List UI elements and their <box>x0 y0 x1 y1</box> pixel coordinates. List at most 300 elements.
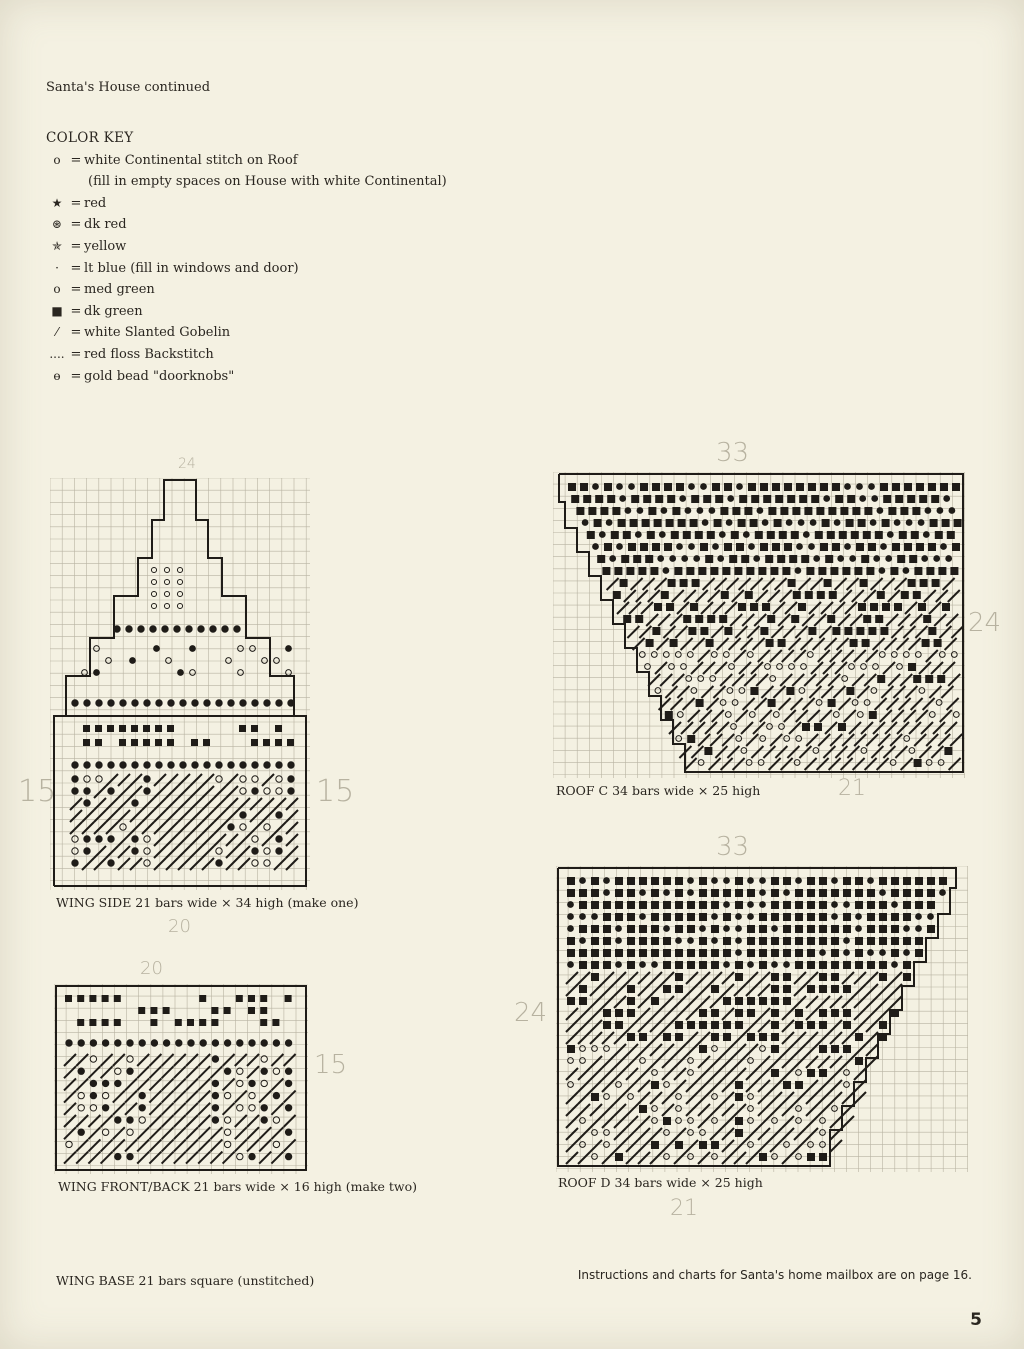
stitch-square <box>611 531 619 539</box>
stitch-square <box>831 1045 839 1053</box>
stitch-slash <box>770 1140 782 1152</box>
stitch-square <box>155 739 162 746</box>
stitch-square <box>626 567 634 575</box>
stitch-slash <box>686 1140 698 1152</box>
stitch-slash <box>271 1078 283 1090</box>
handwritten-note: 24 <box>514 998 548 1028</box>
stitch-slash <box>286 810 298 822</box>
stitch-slash <box>190 786 202 798</box>
stitch-square <box>150 1019 157 1026</box>
stitch-slash <box>602 972 614 984</box>
equals-sign: = <box>70 238 82 254</box>
wing-side-caption: WING SIDE 21 bars wide × 34 high (make one) <box>56 895 359 910</box>
stitch-square <box>891 1009 899 1017</box>
stitch-square <box>714 519 722 527</box>
stitch-square <box>862 639 870 647</box>
stitch-circle <box>688 1070 694 1076</box>
stitch-circle <box>749 712 755 718</box>
stitch-slash <box>650 1152 662 1164</box>
stitch-circle <box>262 658 268 664</box>
stitch-square <box>676 483 684 491</box>
stitch-circle <box>151 567 156 572</box>
stitch-circle <box>72 836 78 842</box>
stitch-slash <box>705 722 717 734</box>
stitch-square <box>211 1007 218 1014</box>
stitch-slash <box>806 1032 818 1044</box>
stitch-circle <box>164 591 169 596</box>
stitch-circle <box>261 1080 267 1086</box>
stitch-circle <box>658 556 664 562</box>
stitch-circle <box>748 1094 754 1100</box>
stitch-slash <box>250 798 262 810</box>
stitch-square <box>579 949 587 957</box>
stitch-slash <box>626 1080 638 1092</box>
stitch-slash <box>814 614 826 626</box>
stitch-square <box>869 711 877 719</box>
stitch-circle <box>779 724 785 730</box>
stitch-slash <box>722 972 734 984</box>
stitch-square <box>688 627 696 635</box>
stitch-slash <box>638 972 650 984</box>
stitch-slash <box>82 810 94 822</box>
stitch-slash <box>782 1152 794 1164</box>
stitch-circle <box>212 1105 218 1111</box>
stitch-slash <box>808 710 820 722</box>
stitch-slash <box>698 1080 710 1092</box>
stitch-circle <box>162 626 168 632</box>
stitch-square <box>668 579 676 587</box>
stitch-slash <box>198 1091 210 1103</box>
stitch-slash <box>638 1020 650 1032</box>
stitch-circle <box>677 712 683 718</box>
stitch-slash <box>262 810 274 822</box>
stitch-circle <box>748 902 754 908</box>
stitch-slash <box>566 1104 578 1116</box>
stitch-square <box>579 997 587 1005</box>
stitch-square <box>904 483 912 491</box>
stitch-square <box>614 567 622 575</box>
stitch-square <box>579 985 587 993</box>
stitch-circle <box>698 676 704 682</box>
stitch-square <box>744 507 752 515</box>
stitch-square <box>735 1009 743 1017</box>
stitch-slash <box>174 1091 186 1103</box>
stitch-circle <box>676 1106 682 1112</box>
stitch-square <box>699 1045 707 1053</box>
stitch-slash <box>602 1104 614 1116</box>
stitch-circle <box>676 938 682 944</box>
stitch-square <box>908 663 916 671</box>
stitch-square <box>711 901 719 909</box>
stitch-square <box>856 627 864 635</box>
stitch-slash <box>931 746 943 758</box>
stitch-square <box>724 483 732 491</box>
stitch-square <box>771 1021 779 1029</box>
stitch-slash <box>818 1032 830 1044</box>
color-key-item <box>46 193 447 215</box>
stitch-square <box>850 639 858 647</box>
stitch-square <box>747 1033 755 1041</box>
stitch-circle <box>274 658 280 664</box>
page-title: Santa's House continued <box>46 80 211 95</box>
stitch-circle <box>164 567 169 572</box>
stitch-square <box>652 627 660 635</box>
stitch-square <box>904 543 912 551</box>
stitch-square <box>579 889 587 897</box>
stitch-square <box>591 949 599 957</box>
stitch-square <box>855 949 863 957</box>
stitch-circle <box>90 1092 96 1098</box>
stitch-square <box>640 543 648 551</box>
stitch-slash <box>746 1020 758 1032</box>
stitch-slash <box>949 758 961 770</box>
stitch-square <box>847 495 855 503</box>
stitch-slash <box>715 662 727 674</box>
stitch-slash <box>566 1020 578 1032</box>
stitch-square <box>882 603 890 611</box>
stitch-slash <box>590 1056 602 1068</box>
stitch-circle <box>151 603 156 608</box>
grid-lines <box>556 866 968 1172</box>
stitch-slash <box>830 1116 842 1128</box>
stitch-square <box>828 699 836 707</box>
stitch-square <box>911 531 919 539</box>
stitch-circle <box>725 712 731 718</box>
stitch-circle <box>689 484 695 490</box>
stitch-square <box>591 961 599 969</box>
stitch-circle <box>807 652 813 658</box>
stitch-circle <box>261 1117 267 1123</box>
stitch-square <box>731 531 739 539</box>
stitch-square <box>703 495 711 503</box>
stitch-square <box>832 483 840 491</box>
stitch-slash <box>747 626 759 638</box>
stitch-circle <box>868 878 874 884</box>
stitch-square <box>650 567 658 575</box>
stitch-square <box>795 949 803 957</box>
stitch-circle <box>204 762 210 768</box>
stitch-square <box>815 531 823 539</box>
stitch-slash <box>770 1128 782 1140</box>
stitch-square <box>807 937 815 945</box>
stitch-slash <box>674 1056 686 1068</box>
stitch-circle <box>84 788 90 794</box>
stitch-slash <box>262 798 274 810</box>
stitch-slash <box>782 1008 794 1020</box>
stitch-square <box>795 1009 803 1017</box>
stitch-square <box>868 543 876 551</box>
stitch-square <box>942 519 950 527</box>
stitch-square <box>633 555 641 563</box>
stitch-slash <box>626 1116 638 1128</box>
stitch-square <box>840 507 848 515</box>
stitch-slash <box>186 1054 198 1066</box>
stitch-circle <box>916 926 922 932</box>
stitch-square <box>239 725 246 732</box>
stitch-slash <box>919 662 931 674</box>
stitch-circle <box>72 860 78 866</box>
stitch-slash <box>818 1092 830 1104</box>
stitch-slash <box>825 638 837 650</box>
stitch-circle <box>174 626 180 632</box>
stitch-circle <box>617 544 623 550</box>
stitch-circle <box>163 1040 169 1046</box>
stitch-square <box>699 1009 707 1017</box>
stitch-square <box>858 519 866 527</box>
stitch-circle <box>106 658 112 664</box>
stitch-slash <box>118 798 130 810</box>
stitch-slash <box>943 578 955 590</box>
stitch-square <box>287 739 294 746</box>
stitch-square <box>913 591 921 599</box>
stitch-square <box>827 531 835 539</box>
stitch-circle <box>729 664 735 670</box>
stitch-slash <box>775 746 787 758</box>
stitch-circle <box>834 520 840 526</box>
stitch-slash <box>829 758 841 770</box>
stitch-slash <box>650 1020 662 1032</box>
stitch-square <box>819 1009 827 1017</box>
wing-front-back-caption: WING FRONT/BACK 21 bars wide × 16 high (make two) <box>58 1179 418 1194</box>
stitch-square <box>779 531 787 539</box>
stitch-square <box>879 925 887 933</box>
stitch-slash <box>198 1103 210 1115</box>
stitch-circle <box>599 532 605 538</box>
stitch-slash <box>755 698 767 710</box>
stitch-slash <box>149 1091 161 1103</box>
stitch-square <box>675 961 683 969</box>
stitch-slash <box>842 1032 854 1044</box>
stitch-slash <box>274 798 286 810</box>
stitch-circle <box>616 926 622 932</box>
stitch-square <box>652 483 660 491</box>
stitch-circle <box>127 1153 133 1159</box>
stitch-slash <box>674 1080 686 1092</box>
stitch-slash <box>190 774 202 786</box>
stitch-slash <box>686 972 698 984</box>
stitch-square <box>615 1153 623 1161</box>
stitch-square <box>594 519 602 527</box>
stitch-slash <box>662 1092 674 1104</box>
stitch-slash <box>590 984 602 996</box>
stitch-square <box>807 1069 815 1077</box>
stitch-circle <box>234 626 240 632</box>
stitch-square <box>698 567 706 575</box>
stitch-slash <box>830 1080 842 1092</box>
stitch-slash <box>754 614 766 626</box>
stitch-circle <box>670 556 676 562</box>
stitch-slash <box>130 786 142 798</box>
stitch-square <box>795 937 803 945</box>
stitch-slash <box>734 1044 746 1056</box>
stitch-circle <box>276 762 282 768</box>
stitch-square <box>819 925 827 933</box>
stitch-square <box>143 725 150 732</box>
stitch-circle <box>285 1153 291 1159</box>
stitch-slash <box>854 1008 866 1020</box>
stitch-square <box>935 531 943 539</box>
stitch-square <box>927 901 935 909</box>
stitch-circle <box>177 591 182 596</box>
stitch-slash <box>933 722 945 734</box>
stitch-circle <box>616 938 622 944</box>
stitch-circle <box>164 603 169 608</box>
stitch-slash <box>794 650 806 662</box>
stitch-square <box>806 567 814 575</box>
stitch-square <box>944 747 952 755</box>
stitch-square <box>802 723 810 731</box>
stitch-slash <box>842 1092 854 1104</box>
stitch-circle <box>240 762 246 768</box>
stitch-circle <box>869 484 875 490</box>
stitch-square <box>771 901 779 909</box>
stitch-slash <box>669 722 681 734</box>
stitch-circle <box>757 508 763 514</box>
stitch-square <box>903 877 911 885</box>
stitch-square <box>651 949 659 957</box>
stitch-slash <box>190 822 202 834</box>
stitch-slash <box>629 602 641 614</box>
stitch-circle <box>237 1105 243 1111</box>
stitch-square <box>627 997 635 1005</box>
stitch-square <box>789 555 797 563</box>
stitch-square <box>947 531 955 539</box>
stitch-slash <box>900 674 912 686</box>
stitch-circle <box>238 670 244 676</box>
stitch-slash <box>783 626 795 638</box>
stitch-square <box>870 603 878 611</box>
stitch-square <box>700 543 708 551</box>
stitch-square <box>763 495 771 503</box>
stitch-slash <box>866 1008 878 1020</box>
stitch-slash <box>614 1092 626 1104</box>
stitch-circle <box>72 700 78 706</box>
stitch-square <box>746 567 754 575</box>
stitch-circle <box>748 962 754 968</box>
stitch-square <box>735 1093 743 1101</box>
stitch-square <box>768 507 776 515</box>
stitch-circle <box>739 688 745 694</box>
stitch-slash <box>590 1068 602 1080</box>
stitch-slash <box>602 984 614 996</box>
stitch-square <box>704 747 712 755</box>
stitch-square <box>903 937 911 945</box>
stitch-square <box>771 997 779 1005</box>
stitch-slash <box>888 590 900 602</box>
stitch-square <box>138 1007 145 1014</box>
stitch-slash <box>566 1116 578 1128</box>
stitch-square <box>771 1033 779 1041</box>
stitch-slash <box>830 1056 842 1068</box>
stitch-slash <box>214 798 226 810</box>
stitch-slash <box>751 578 763 590</box>
stitch-circle <box>96 762 102 768</box>
stitch-circle <box>723 652 729 658</box>
stitch-circle <box>877 508 883 514</box>
stitch-circle <box>916 914 922 920</box>
stitch-square <box>263 739 270 746</box>
stitch-square <box>807 961 815 969</box>
stitch-circle <box>747 652 753 658</box>
stitch-square <box>867 913 875 921</box>
stitch-slash <box>698 996 710 1008</box>
stitch-slash <box>854 1020 866 1032</box>
stitch-square <box>807 1021 815 1029</box>
stitch-circle <box>78 1129 84 1135</box>
stitch-slash <box>590 996 602 1008</box>
stitch-square <box>627 877 635 885</box>
stitch-circle <box>66 1040 72 1046</box>
stitch-slash <box>626 1128 638 1140</box>
stitch-circle <box>719 532 725 538</box>
stitch-square <box>591 889 599 897</box>
stitch-slash <box>710 1080 722 1092</box>
stitch-slash <box>712 710 724 722</box>
stitch-square <box>102 1019 109 1026</box>
stitch-square <box>831 985 839 993</box>
equals-sign: = <box>70 368 82 384</box>
stitch-circle <box>276 776 282 782</box>
stitch-slash <box>614 1044 626 1056</box>
stitch-square <box>187 1019 194 1026</box>
stitch-slash <box>743 698 755 710</box>
stitch-circle <box>850 556 856 562</box>
stitch-circle <box>748 878 754 884</box>
stitch-circle <box>857 484 863 490</box>
stitch-circle <box>941 544 947 550</box>
stitch-square <box>735 901 743 909</box>
stitch-square <box>723 949 731 957</box>
stitch-slash <box>662 972 674 984</box>
stitch-slash <box>722 1092 734 1104</box>
stitch-square <box>824 579 832 587</box>
stitch-slash <box>758 984 770 996</box>
stitch-square <box>661 591 669 599</box>
stitch-slash <box>681 638 693 650</box>
stitch-circle <box>688 890 694 896</box>
stitch-circle <box>727 688 733 694</box>
stitch-circle <box>139 1105 145 1111</box>
stitch-slash <box>746 734 758 746</box>
stitch-slash <box>818 1080 830 1092</box>
stitch-square <box>851 531 859 539</box>
stitch-slash <box>887 698 899 710</box>
stitch-square <box>687 961 695 969</box>
stitch-slash <box>202 798 214 810</box>
stitch-slash <box>909 638 921 650</box>
stitch-square <box>712 483 720 491</box>
stitch-square <box>923 615 931 623</box>
stitch-slash <box>210 1066 222 1078</box>
stitch-slash <box>226 786 238 798</box>
stitch-circle <box>178 670 184 676</box>
stitch-circle <box>934 556 940 562</box>
stitch-slash <box>149 1103 161 1115</box>
stitch-square <box>758 567 766 575</box>
stitch-square <box>602 567 610 575</box>
stitch-circle <box>620 496 626 502</box>
stitch-square <box>877 591 885 599</box>
stitch-square <box>759 925 767 933</box>
handwritten-note: 20 <box>168 916 191 937</box>
stitch-slash <box>941 686 953 698</box>
stitch-square <box>942 603 950 611</box>
stitch-circle <box>151 579 156 584</box>
stitch-circle <box>820 950 826 956</box>
stitch-slash <box>566 972 578 984</box>
stitch-circle <box>724 878 730 884</box>
stitch-square <box>643 495 651 503</box>
